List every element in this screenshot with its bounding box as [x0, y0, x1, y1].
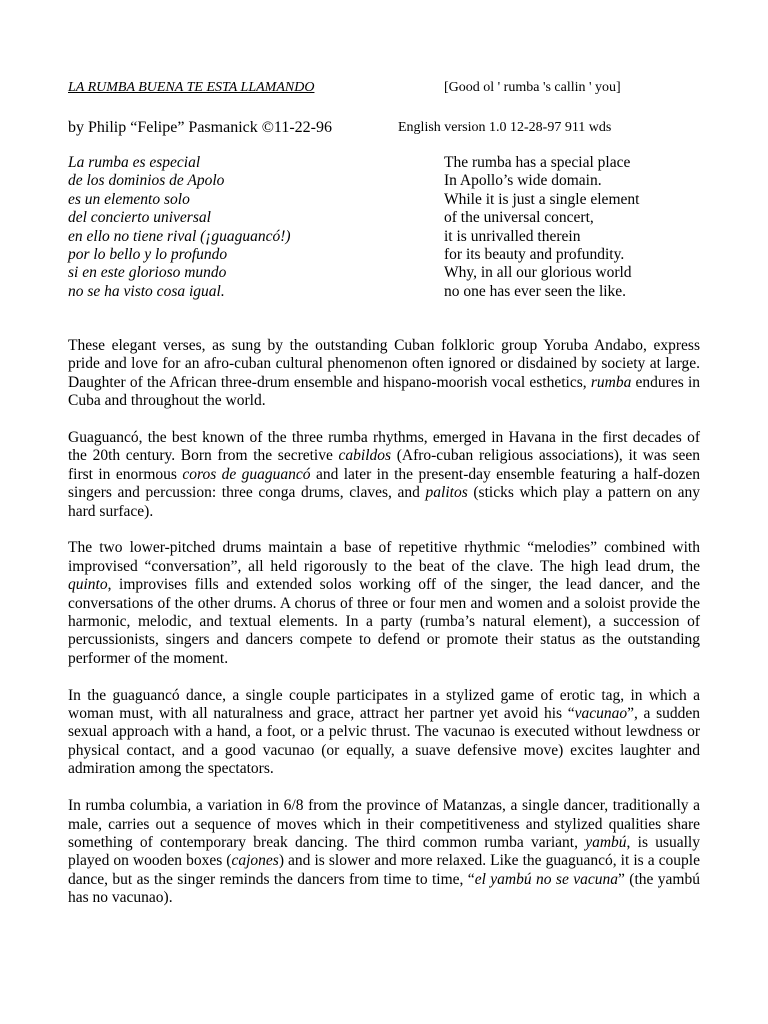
- verse-line: si en este glorioso mundo: [68, 264, 227, 282]
- author-byline: by Philip “Felipe” Pasmanick ©11-22-96: [68, 119, 332, 136]
- text-run: The two lower-pitched drums maintain a base of repetitive rhythmic “melodies” combined with improvised “conversation”, all held rigorously to the beat of the clave. The high lead drum, the: [68, 539, 700, 575]
- verse-line: es un elemento solo: [68, 190, 190, 208]
- verse-line: The rumba has a special place: [444, 154, 631, 171]
- verse-line: de los dominios de Apolo: [68, 172, 225, 190]
- article-body: [68, 337, 700, 908]
- text-run: Guaguancó, the best known of the three rumba rhythms, emerged in Havana in the first decades of the 20th century. Born from the secretive: [68, 429, 700, 465]
- spanish-verses: [68, 154, 291, 301]
- verse-line: for its beauty and profundity.: [444, 246, 625, 264]
- italic-run: yambú: [585, 833, 627, 851]
- verse-line: no se ha visto cosa igual.: [68, 282, 225, 300]
- version-info: English version 1.0 12-28-97 911 wds: [398, 120, 612, 135]
- verse-line: en ello no tiene rival (¡guaguancó!): [68, 227, 291, 245]
- italic-run: cajones: [231, 852, 279, 870]
- verse-line: no one has ever seen the like.: [444, 282, 627, 300]
- text-run: ) and is slower and more relaxed. Like the guaguancó, it is a couple dance, but as the singer reminds the dancers from time to time, “: [68, 852, 700, 888]
- text-run: (sticks which play a pattern on any hard surface).: [68, 484, 701, 520]
- paragraph: [68, 687, 700, 779]
- italic-run: el yambú no se vacuna: [474, 870, 618, 888]
- text-run: endures in Cuba and throughout the world.: [68, 373, 701, 410]
- text-run: (Afro-cuban religious associations), it was seen first in enormous: [68, 447, 700, 483]
- italic-run: quinto: [68, 576, 108, 594]
- text-run: These elegant verses, as sung by the outstanding Cuban folkloric group Yoruba Andabo, express pride and love for an afro-cuban cultural phenomenon often ignored or disdained by society at large. Daughter of the African three-drum ensemble and hispano-moorish vocal esthetics,: [68, 337, 700, 391]
- verse-line: La rumba es especial: [68, 154, 201, 171]
- italic-run: palitos: [425, 484, 468, 502]
- english-verses: [444, 154, 639, 301]
- verse-line: While it is just a single element: [444, 190, 640, 208]
- text-run: ” (the yambú has no vacunao).: [68, 870, 700, 907]
- paragraph: [68, 539, 700, 668]
- title-english: [Good ol ' rumba 's callin ' you]: [444, 80, 621, 95]
- verse-line: del concierto universal: [68, 209, 211, 227]
- text-run: , improvises fills and extended solos working off of the singer, the lead dancer, and the conversations of the other drums. A chorus of three or four men and women and a soloist provide the harmonic, melodic, and textual elements. In a party (rumba’s natural element), a succession of percussionists, singers and dancers compete to defend or promote their status as the outstanding performer of the moment.: [68, 576, 700, 667]
- italic-run: vacunao: [574, 705, 628, 723]
- paragraph: [68, 797, 700, 907]
- paragraph: [68, 429, 700, 521]
- verse-line: In Apollo’s wide domain.: [444, 172, 602, 190]
- text-run: and later in the present-day ensemble featuring a half-dozen singers and percussion: three conga drums, claves, and: [68, 465, 700, 502]
- verse-line: it is unrivalled therein: [444, 227, 581, 245]
- verse-line: por lo bello y lo profundo: [68, 246, 228, 264]
- italic-run: rumba: [590, 373, 632, 391]
- verse-line: Why, in all our glorious world: [444, 264, 632, 282]
- italic-run: coros de guaguancó: [182, 465, 311, 483]
- text-run: , is usually played on wooden boxes (: [68, 833, 700, 870]
- text-run: ”, a sudden sexual approach with a hand, a foot, or a pelvic thrust. The vacunao is executed without lewdness or physical contact, and a good vacunao (or equally, a suave defensive move) excites laughter and admiration among the spectators.: [68, 705, 700, 778]
- italic-run: cabildos: [338, 447, 392, 465]
- paragraph: [68, 337, 700, 411]
- text-run: In rumba columbia, a variation in 6/8 from the province of Matanzas, a single dancer, traditionally a male, carries out a sequence of moves which in their competitiveness and stylized qualities share something of contemporary break dancing. The third common rumba variant,: [68, 797, 700, 851]
- verse-line: of the universal concert,: [444, 209, 594, 227]
- title-spanish: LA RUMBA BUENA TE ESTA LLAMANDO: [68, 80, 315, 95]
- text-run: In the guaguancó dance, a single couple participates in a stylized game of erotic tag, in which a woman must, with all naturalness and grace, attract her partner yet avoid his “: [68, 686, 700, 723]
